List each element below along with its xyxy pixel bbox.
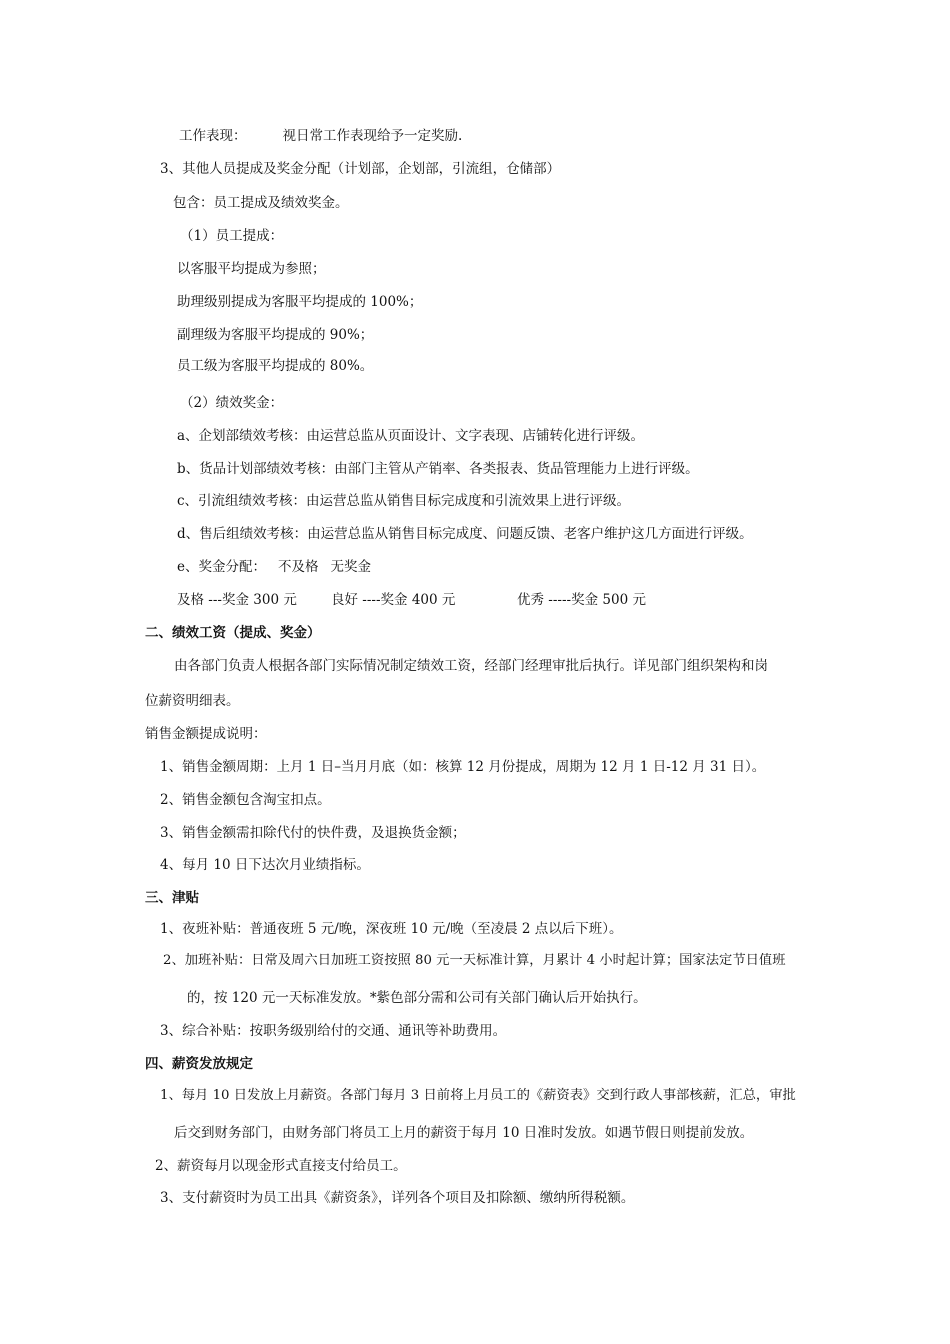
bonus-fail: 不及格 [278,559,319,575]
sub1-line: 助理级别提成为客服平均提成的 100%； [177,294,423,310]
sales-item: 4、每月 10 日下达次月业绩指标。 [160,857,370,873]
section2-paragraph-line2: 位薪资明细表。 [145,693,240,709]
sub2-item: c、引流组绩效考核：由运营总监从销售目标完成度和引流效果上进行评级。 [177,493,631,509]
bonus-distribution-line [177,558,371,576]
sales-item: 3、销售金额需扣除代付的快件费，及退换货金额； [160,825,466,841]
include-line: 包含：员工提成及绩效奖金。 [173,195,349,211]
item3-title: 3、其他人员提成及奖金分配（计划部，企划部，引流组，仓储部） [160,161,561,177]
section4-title: 四、薪资发放规定 [145,1056,253,1072]
sub2-item: b、货品计划部绩效考核：由部门主管从产销率、各类报表、货品管理能力上进行评级。 [177,461,699,477]
allowance-item: 2、加班补贴：日常及周六日加班工资按照 80 元一天标准计算，月累计 4 小时起计算；国家法定节日值班 [163,953,786,968]
allowance-item: 3、综合补贴：按职务级别给付的交通、通讯等补助费用。 [160,1023,507,1039]
allowance-item-continued: 的，按 120 元一天标准发放。*紫色部分需和公司有关部门确认后开始执行。 [187,990,647,1006]
sub1-title: （1）员工提成： [180,228,284,244]
sub2-item: d、售后组绩效考核：由运营总监从销售目标完成度、问题反馈、老客户维护这几方面进行评级。 [177,526,753,542]
section2-paragraph-line1: 由各部门负责人根据各部门实际情况制定绩效工资，经部门经理审批后执行。详见部门组织架构和岗 [174,658,768,674]
sub1-line: 副理级为客服平均提成的 90%； [177,327,374,343]
bonus-label: e、奖金分配： [177,559,266,575]
bonus-none: 无奖金 [330,559,371,575]
section3-title: 三、津贴 [145,890,199,906]
pay-rule-item: 3、支付薪资时为员工出具《薪资条》，详列各个项目及扣除额、缴纳所得税额。 [160,1190,635,1206]
section2-title: 二、绩效工资（提成、奖金） [145,625,321,641]
bonus-pass: 及格 ---奖金 300 元 [177,592,297,608]
sales-item: 2、销售金额包含淘宝扣点。 [160,792,331,808]
bonus-excellent: 优秀 -----奖金 500 元 [517,592,646,608]
pay-rule-item: 2、薪资每月以现金形式直接支付给员工。 [155,1158,407,1174]
sub1-line: 员工级为客服平均提成的 80%。 [177,358,374,374]
sales-item: 1、销售金额周期：上月 1 日–当月月底（如：核算 12 月份提成，周期为 12 月 1 日-12 月 31 日）。 [160,759,766,775]
work-performance-line [179,127,462,145]
work-performance-text: 视日常工作表现给予一定奖励. [282,128,463,144]
allowance-item: 1、夜班补贴：普通夜班 5 元/晚，深夜班 10 元/晚（至凌晨 2 点以后下班）。 [160,921,623,937]
sub2-item: a、企划部绩效考核：由运营总监从页面设计、文字表现、店铺转化进行评级。 [177,428,645,444]
bonus-good: 良好 ----奖金 400 元 [331,592,456,608]
pay-rule-item-continued: 后交到财务部门，由财务部门将员工上月的薪资于每月 10 日准时发放。如遇节假日则提前发放。 [174,1125,754,1141]
sub1-line: 以客服平均提成为参照； [177,261,326,277]
sales-title: 销售金额提成说明： [145,726,267,742]
work-performance-label: 工作表现： [179,128,247,144]
sub2-title: （2）绩效奖金： [180,395,284,411]
pay-rule-item: 1、每月 10 日发放上月薪资。各部门每月 3 日前将上月员工的《薪资表》交到行政人事部核薪，汇总，审批 [160,1088,796,1103]
